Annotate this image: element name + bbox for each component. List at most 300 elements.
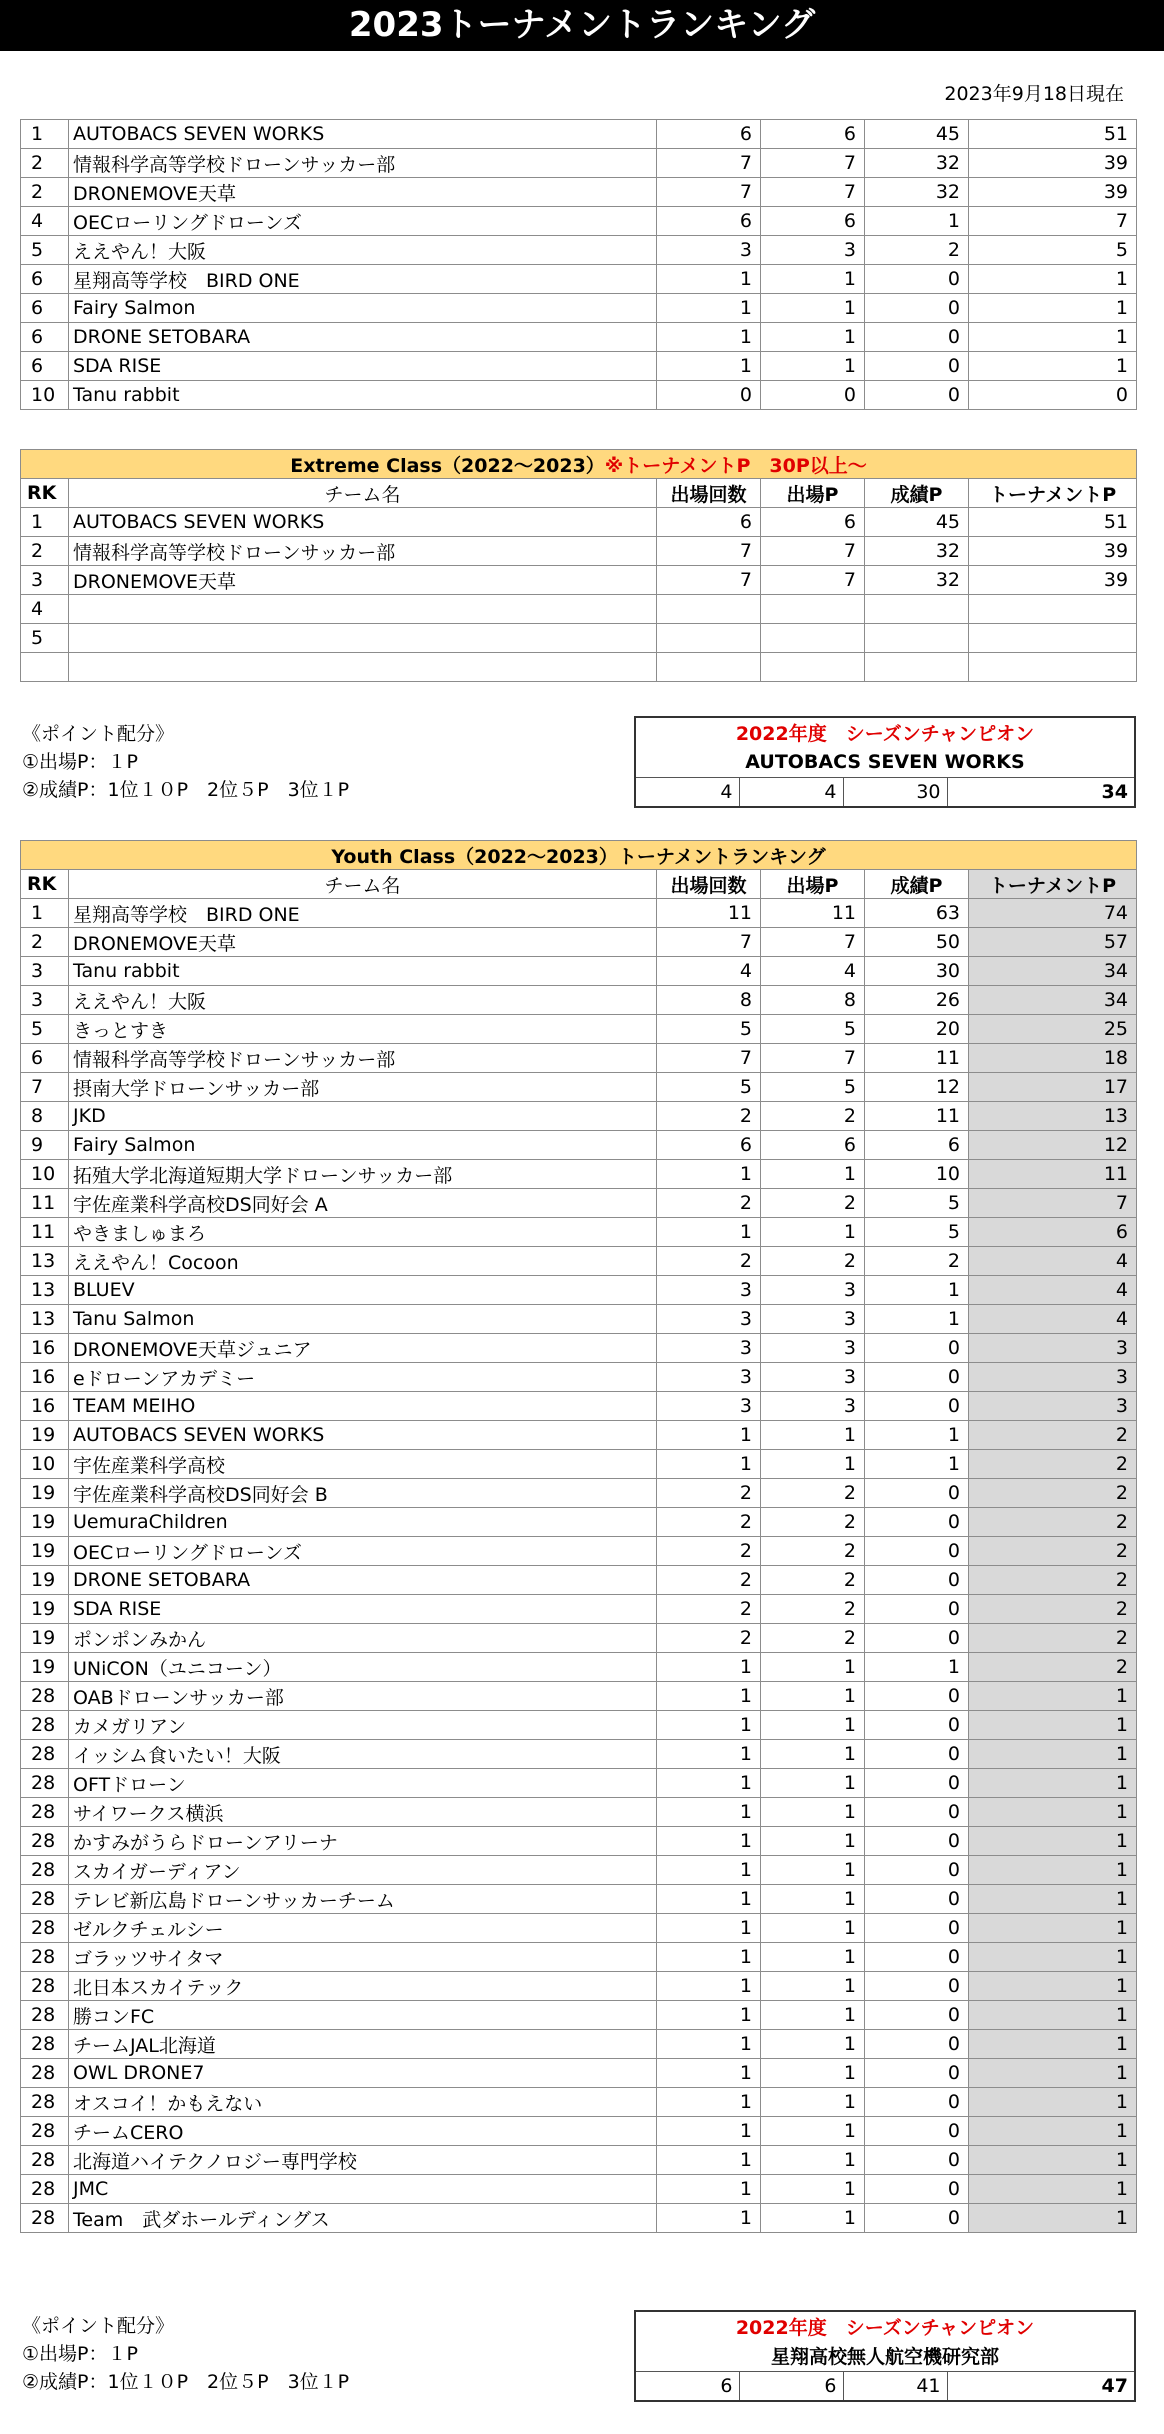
notes-result-points: ②成績P：1位１０P 2位５P 3位１P [22,779,350,801]
appearances-cell: 2 [657,1479,761,1508]
appearances-cell: 1 [657,1885,761,1914]
team-name-cell: ええやん！大阪 [69,986,657,1015]
result-points-cell [865,653,969,682]
result-points-cell: 50 [865,928,969,957]
rank-cell: 16 [21,1363,69,1392]
champion-total: 34 [947,777,1135,807]
appearance-points-cell: 2 [761,1624,865,1653]
team-name-cell: Fairy Salmon [69,1131,657,1160]
header-appear: 出場回数 [657,870,761,899]
appearances-cell: 7 [657,149,761,178]
notes-appear-points: ①出場P：１P [22,2343,138,2365]
champion-result-p: 30 [843,777,947,807]
appearances-cell: 2 [657,1247,761,1276]
appearances-cell: 1 [657,2204,761,2233]
tournament-points-cell: 2 [969,1479,1137,1508]
tournament-points-cell: 7 [969,207,1137,236]
tournament-points-cell: 1 [969,1972,1137,2001]
team-name-cell: 宇佐産業科学高校DS同好会 B [69,1479,657,1508]
tournament-points-cell: 1 [969,1711,1137,1740]
champion-total: 47 [947,2371,1135,2401]
table-row [21,1653,1137,1682]
tournament-points-cell: 4 [969,1247,1137,1276]
table-row [21,1827,1137,1856]
tournament-points-cell: 1 [969,1740,1137,1769]
appearances-cell: 6 [657,1131,761,1160]
tournament-points-cell: 39 [969,566,1137,595]
champion-appear: 6 [635,2371,739,2401]
table-row [21,595,1137,624]
appearance-points-cell: 1 [761,2088,865,2117]
result-points-cell: 1 [865,1653,969,1682]
table-row [21,2088,1137,2117]
team-name-cell: OFTドローン [69,1769,657,1798]
appearance-points-cell: 1 [761,1856,865,1885]
table-row [21,928,1137,957]
result-points-cell: 0 [865,1363,969,1392]
rank-cell: 13 [21,1305,69,1334]
result-points-cell: 0 [865,2175,969,2204]
team-name-cell: 勝コンFC [69,2001,657,2030]
table-row [21,1595,1137,1624]
appearances-cell: 1 [657,265,761,294]
team-name-cell: カメガリアン [69,1711,657,1740]
tournament-points-cell: 2 [969,1450,1137,1479]
table-row [21,2001,1137,2030]
tournament-points-cell: 2 [969,1537,1137,1566]
team-name-cell: 情報科学高等学校ドローンサッカー部 [69,537,657,566]
rank-cell: 10 [21,1160,69,1189]
tournament-points-cell: 2 [969,1653,1137,1682]
header-appear-p: 出場P [761,479,865,508]
appearance-points-cell: 1 [761,2001,865,2030]
table-row [21,2117,1137,2146]
youth-header-row [21,870,1137,899]
appearances-cell: 1 [657,1740,761,1769]
result-points-cell: 0 [865,323,969,352]
appearance-points-cell: 1 [761,2117,865,2146]
team-name-cell: DRONEMOVE天草 [69,566,657,595]
appearance-points-cell: 1 [761,1682,865,1711]
appearances-cell: 6 [657,120,761,149]
appearances-cell: 1 [657,1914,761,1943]
result-points-cell: 32 [865,537,969,566]
appearances-cell: 1 [657,2030,761,2059]
youth-class-caption: Youth Class（2022～2023）トーナメントランキング [21,841,1137,870]
result-points-cell: 0 [865,1508,969,1537]
appearances-cell: 1 [657,1653,761,1682]
appearances-cell: 7 [657,928,761,957]
appearance-points-cell: 1 [761,265,865,294]
tournament-points-cell: 51 [969,508,1137,537]
rank-cell: 4 [21,595,69,624]
result-points-cell: 0 [865,1943,969,1972]
tournament-points-cell: 0 [969,381,1137,410]
result-points-cell: 0 [865,1392,969,1421]
rank-cell: 6 [21,294,69,323]
tournament-points-cell: 1 [969,1682,1137,1711]
tournament-points-cell: 17 [969,1073,1137,1102]
team-name-cell: ポンポンみかん [69,1624,657,1653]
team-name-cell: 北海道ハイテクノロジー専門学校 [69,2146,657,2175]
result-points-cell: 32 [865,149,969,178]
rank-cell: 19 [21,1537,69,1566]
appearance-points-cell: 7 [761,1044,865,1073]
appearance-points-cell: 5 [761,1073,865,1102]
page-title: 2023トーナメントランキング [0,0,1164,51]
appearance-points-cell: 1 [761,1885,865,1914]
rank-cell: 1 [21,120,69,149]
appearances-cell: 1 [657,2146,761,2175]
table-row [21,2204,1137,2233]
rank-cell: 6 [21,1044,69,1073]
result-points-cell: 5 [865,1218,969,1247]
table-row [21,294,1137,323]
result-points-cell: 0 [865,1537,969,1566]
appearance-points-cell: 7 [761,178,865,207]
rank-cell: 2 [21,178,69,207]
tournament-points-cell: 13 [969,1102,1137,1131]
table-row [21,1334,1137,1363]
champion-appear-p: 6 [739,2371,843,2401]
table-row [21,1189,1137,1218]
rank-cell: 13 [21,1247,69,1276]
appearances-cell: 3 [657,1392,761,1421]
tournament-points-cell: 1 [969,2146,1137,2175]
notes-result-points: ②成績P：1位１０P 2位５P 3位１P [22,2371,350,2393]
team-name-cell: 拓殖大学北海道短期大学ドローンサッカー部 [69,1160,657,1189]
result-points-cell: 5 [865,1189,969,1218]
notes-heading: 《ポイント配分》 [22,2315,175,2337]
tournament-points-cell: 1 [969,2030,1137,2059]
result-points-cell: 0 [865,1798,969,1827]
appearances-cell: 1 [657,2175,761,2204]
team-name-cell: ええやん！Cocoon [69,1247,657,1276]
appearance-points-cell: 3 [761,236,865,265]
header-result-p: 成績P [865,870,969,899]
rank-cell: 2 [21,928,69,957]
header-rk: RK [21,479,69,508]
header-team: チーム名 [69,479,657,508]
rank-cell: 28 [21,1972,69,2001]
table-row [21,653,1137,682]
champion-team: AUTOBACS SEVEN WORKS [635,747,1135,777]
appearance-points-cell: 7 [761,928,865,957]
champion-result-p: 41 [843,2371,947,2401]
tournament-points-cell: 4 [969,1276,1137,1305]
team-name-cell: DRONEMOVE天草 [69,178,657,207]
team-name-cell: 宇佐産業科学高校 [69,1450,657,1479]
team-name-cell: 情報科学高等学校ドローンサッカー部 [69,1044,657,1073]
result-points-cell: 63 [865,899,969,928]
appearance-points-cell: 6 [761,120,865,149]
rank-cell: 28 [21,2175,69,2204]
rank-cell: 28 [21,2059,69,2088]
team-name-cell: JKD [69,1102,657,1131]
extreme-header-row [21,479,1137,508]
tournament-points-cell: 1 [969,1856,1137,1885]
table-row [21,2059,1137,2088]
youth-season-champion-box [634,2310,1136,2402]
result-points-cell: 0 [865,2059,969,2088]
appearance-points-cell: 1 [761,1218,865,1247]
tournament-points-cell: 11 [969,1160,1137,1189]
appearances-cell: 1 [657,1160,761,1189]
team-name-cell: UemuraChildren [69,1508,657,1537]
appearance-points-cell: 1 [761,1653,865,1682]
team-name-cell: DRONE SETOBARA [69,323,657,352]
table-row [21,1044,1137,1073]
rank-cell: 19 [21,1566,69,1595]
tournament-points-cell: 2 [969,1508,1137,1537]
notes-appear-points: ①出場P：１P [22,751,138,773]
appearance-points-cell: 7 [761,537,865,566]
champion-appear-p: 4 [739,777,843,807]
rank-cell: 8 [21,1102,69,1131]
tournament-points-cell: 57 [969,928,1137,957]
team-name-cell: テレビ新広島ドローンサッカーチーム [69,1885,657,1914]
rank-cell: 19 [21,1624,69,1653]
table-row [21,508,1137,537]
result-points-cell: 2 [865,1247,969,1276]
table-row [21,1798,1137,1827]
result-points-cell: 0 [865,1856,969,1885]
tournament-points-cell: 1 [969,2204,1137,2233]
appearances-cell: 3 [657,1363,761,1392]
appearance-points-cell: 6 [761,1131,865,1160]
appearance-points-cell: 8 [761,986,865,1015]
tournament-points-cell [969,653,1137,682]
team-name-cell: サイワークス横浜 [69,1798,657,1827]
table-row [21,566,1137,595]
rank-cell: 28 [21,2001,69,2030]
table-row [21,1131,1137,1160]
table-row [21,1392,1137,1421]
table-row [21,1624,1137,1653]
result-points-cell: 45 [865,508,969,537]
points-allocation-notes-youth [22,2312,349,2396]
result-points-cell [865,624,969,653]
appearance-points-cell: 2 [761,1479,865,1508]
team-name-cell: ゴラッツサイタマ [69,1943,657,1972]
team-name-cell: やきましゅまろ [69,1218,657,1247]
appearances-cell: 5 [657,1015,761,1044]
appearances-cell: 4 [657,957,761,986]
tournament-points-cell: 1 [969,2088,1137,2117]
team-name-cell: ええやん！大阪 [69,236,657,265]
appearance-points-cell: 2 [761,1537,865,1566]
appearance-points-cell: 7 [761,149,865,178]
appearances-cell: 8 [657,986,761,1015]
team-name-cell: 宇佐産業科学高校DS同好会 A [69,1189,657,1218]
header-team: チーム名 [69,870,657,899]
appearances-cell: 1 [657,1943,761,1972]
table-row [21,178,1137,207]
table-row [21,2146,1137,2175]
result-points-cell: 20 [865,1015,969,1044]
table-row [21,236,1137,265]
appearances-cell: 7 [657,1044,761,1073]
tournament-points-cell: 25 [969,1015,1137,1044]
result-points-cell: 0 [865,1711,969,1740]
appearances-cell: 2 [657,1595,761,1624]
appearance-points-cell: 3 [761,1363,865,1392]
appearance-points-cell [761,595,865,624]
appearance-points-cell: 2 [761,1102,865,1131]
appearances-cell: 1 [657,1450,761,1479]
table-row [21,1885,1137,1914]
team-name-cell [69,624,657,653]
tournament-points-cell: 3 [969,1363,1137,1392]
rank-cell: 28 [21,1711,69,1740]
tournament-points-cell: 74 [969,899,1137,928]
team-name-cell: SDA RISE [69,352,657,381]
appearance-points-cell: 0 [761,381,865,410]
team-name-cell: OWL DRONE7 [69,2059,657,2088]
table-row [21,265,1137,294]
result-points-cell [865,595,969,624]
appearance-points-cell: 1 [761,323,865,352]
table-row [21,1218,1137,1247]
table-row [21,1073,1137,1102]
appearances-cell: 6 [657,508,761,537]
appearances-cell: 7 [657,178,761,207]
appearance-points-cell: 2 [761,1595,865,1624]
extreme-class-table [20,449,1137,682]
rank-cell: 7 [21,1073,69,1102]
table-row [21,1508,1137,1537]
champion-appear: 4 [635,777,739,807]
team-name-cell: AUTOBACS SEVEN WORKS [69,508,657,537]
rank-cell: 28 [21,1798,69,1827]
tournament-points-cell: 1 [969,2001,1137,2030]
table-row [21,1450,1137,1479]
appearances-cell: 1 [657,2117,761,2146]
rank-cell: 28 [21,2030,69,2059]
header-appear-p: 出場P [761,870,865,899]
team-name-cell: DRONEMOVE天草ジュニア [69,1334,657,1363]
team-name-cell: かすみがうらドローンアリーナ [69,1827,657,1856]
table-row [21,1856,1137,1885]
tournament-points-cell: 1 [969,2117,1137,2146]
tournament-points-cell: 2 [969,1624,1137,1653]
team-name-cell: チームCERO [69,2117,657,2146]
team-name-cell: オスコイ！かもえない [69,2088,657,2117]
team-name-cell: チームJAL北海道 [69,2030,657,2059]
rank-cell: 28 [21,2088,69,2117]
appearances-cell: 1 [657,294,761,323]
rank-cell: 3 [21,566,69,595]
rank-cell: 3 [21,986,69,1015]
tournament-points-cell: 18 [969,1044,1137,1073]
appearance-points-cell: 2 [761,1508,865,1537]
rank-cell: 11 [21,1189,69,1218]
rank-cell: 19 [21,1653,69,1682]
rank-cell [21,653,69,682]
as-of-date: 2023年9月18日現在 [944,83,1124,105]
team-name-cell [69,595,657,624]
result-points-cell: 10 [865,1160,969,1189]
appearance-points-cell: 2 [761,1566,865,1595]
rank-cell: 10 [21,1450,69,1479]
tournament-points-cell: 3 [969,1334,1137,1363]
appearances-cell: 3 [657,236,761,265]
result-points-cell: 0 [865,352,969,381]
result-points-cell: 2 [865,236,969,265]
champion-header: 2022年度 シーズンチャンピオン [635,717,1135,747]
rank-cell: 5 [21,1015,69,1044]
header-total: トーナメントP [969,870,1137,899]
appearance-points-cell: 1 [761,2175,865,2204]
tournament-points-cell: 1 [969,1769,1137,1798]
appearance-points-cell: 5 [761,1015,865,1044]
tournament-points-cell: 51 [969,120,1137,149]
appearance-points-cell: 3 [761,1392,865,1421]
appearance-points-cell: 1 [761,1943,865,1972]
team-name-cell: 情報科学高等学校ドローンサッカー部 [69,149,657,178]
appearance-points-cell: 4 [761,957,865,986]
rank-cell: 5 [21,624,69,653]
rank-cell: 6 [21,323,69,352]
result-points-cell: 1 [865,1421,969,1450]
team-name-cell: DRONEMOVE天草 [69,928,657,957]
team-name-cell: OECローリングドローンズ [69,1537,657,1566]
appearance-points-cell: 6 [761,508,865,537]
rank-cell: 13 [21,1276,69,1305]
extreme-class-caption [21,450,1137,479]
team-name-cell: 星翔高等学校 BIRD ONE [69,899,657,928]
team-name-cell: Tanu Salmon [69,1305,657,1334]
result-points-cell: 0 [865,2146,969,2175]
header-appear: 出場回数 [657,479,761,508]
team-name-cell: AUTOBACS SEVEN WORKS [69,1421,657,1450]
result-points-cell: 0 [865,1827,969,1856]
appearance-points-cell: 2 [761,1247,865,1276]
rank-cell: 19 [21,1508,69,1537]
appearance-points-cell: 7 [761,566,865,595]
result-points-cell: 0 [865,2001,969,2030]
tournament-points-cell [969,595,1137,624]
result-points-cell: 0 [865,1334,969,1363]
appearance-points-cell: 11 [761,899,865,928]
youth-class-table [20,840,1137,2233]
appearances-cell: 1 [657,352,761,381]
team-name-cell: 星翔高等学校 BIRD ONE [69,265,657,294]
appearances-cell: 1 [657,1682,761,1711]
appearance-points-cell: 1 [761,1450,865,1479]
result-points-cell: 6 [865,1131,969,1160]
appearances-cell: 2 [657,1624,761,1653]
appearances-cell: 3 [657,1334,761,1363]
result-points-cell: 0 [865,2088,969,2117]
table-row [21,1914,1137,1943]
rank-cell: 10 [21,381,69,410]
tournament-points-cell: 1 [969,265,1137,294]
team-name-cell: Tanu rabbit [69,381,657,410]
table-row [21,1972,1137,2001]
team-name-cell [69,653,657,682]
tournament-points-cell: 2 [969,1421,1137,1450]
appearance-points-cell: 2 [761,1189,865,1218]
rank-cell: 28 [21,2117,69,2146]
champion-header: 2022年度 シーズンチャンピオン [635,2311,1135,2341]
result-points-cell: 32 [865,178,969,207]
extreme-caption-main: Extreme Class（2022～2023） [290,454,605,477]
rank-cell: 1 [21,899,69,928]
rank-cell: 6 [21,265,69,294]
team-name-cell: TEAM MEIHO [69,1392,657,1421]
tournament-points-cell: 39 [969,537,1137,566]
